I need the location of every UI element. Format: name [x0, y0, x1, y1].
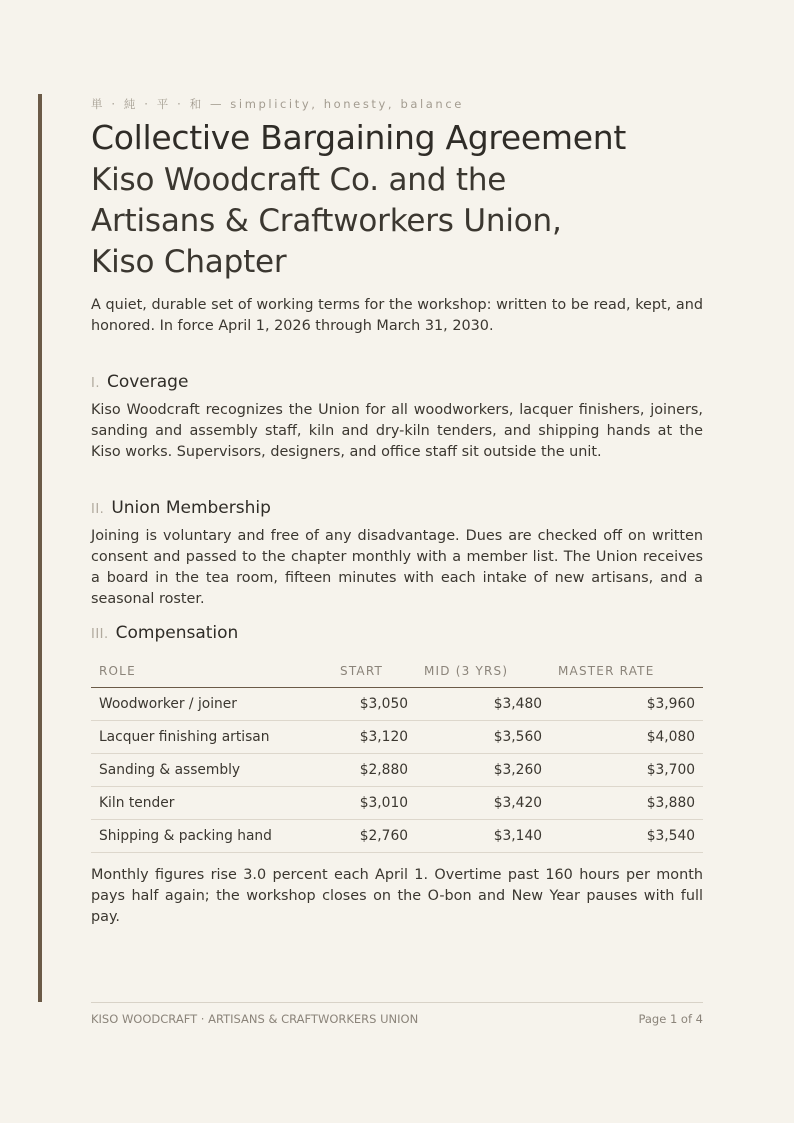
role-cell: Lacquer finishing artisan	[91, 721, 332, 754]
compensation-table	[91, 655, 703, 853]
motto: 単 · 純 · 平 · 和 — simplicity, honesty, balance	[91, 97, 464, 111]
start-cell: $2,760	[332, 820, 416, 853]
margin-accent-rule	[38, 94, 42, 1002]
subtitle-line: Kiso Chapter	[91, 244, 287, 280]
table-row	[91, 754, 703, 787]
subtitle-line: Artisans & Craftworkers Union,	[91, 203, 562, 239]
document-subtitle	[91, 160, 562, 283]
compensation-note: Monthly figures rise 3.0 percent each April 1. Overtime past 160 hours per month pays half again; the workshop closes on the O-bon and New Year pauses with full pay.	[91, 867, 703, 925]
mid-cell: $3,140	[416, 820, 550, 853]
column-header-mid: MID (3 YRS)	[416, 655, 550, 688]
master-rate-cell: $3,880	[550, 787, 703, 820]
page-number: Page 1 of 4	[638, 1012, 703, 1026]
section-number: I.	[91, 376, 100, 391]
master-rate-cell: $3,700	[550, 754, 703, 787]
master-rate-cell: $3,960	[550, 688, 703, 721]
section-heading-union-membership	[91, 498, 271, 518]
section-title: Coverage	[106, 372, 189, 392]
mid-cell: $3,420	[416, 787, 550, 820]
start-cell: $3,010	[332, 787, 416, 820]
role-cell: Shipping & packing hand	[91, 820, 332, 853]
section-number: III.	[91, 627, 109, 642]
start-cell: $2,880	[332, 754, 416, 787]
table-row	[91, 721, 703, 754]
section-heading-compensation	[91, 623, 238, 643]
column-header-role: ROLE	[91, 655, 332, 688]
section-title: Compensation	[115, 623, 239, 643]
master-rate-cell: $4,080	[550, 721, 703, 754]
document-title: Collective Bargaining Agreement	[91, 118, 627, 157]
table-row	[91, 787, 703, 820]
section-body-union-membership: Joining is voluntary and free of any disadvantage. Dues are checked off on written consent and passed to the chapter monthly with a member list. The Union receives a board in the tea room, fifteen minutes with each intake of new artisans, and a seasonal roster.	[91, 528, 703, 607]
mid-cell: $3,480	[416, 688, 550, 721]
start-cell: $3,120	[332, 721, 416, 754]
role-cell: Woodworker / joiner	[91, 688, 332, 721]
mid-cell: $3,560	[416, 721, 550, 754]
lede-paragraph: A quiet, durable set of working terms for the workshop: written to be read, kept, and honored. In force April 1, 2026 through March 31, 2030.	[91, 297, 703, 334]
table-row	[91, 820, 703, 853]
section-body-coverage: Kiso Woodcraft recognizes the Union for all woodworkers, lacquer finishers, joiners, sanding and assembly staff, kiln and dry-kiln tenders, and shipping hands at the Kiso works. Supervisors, designers, and office staff sit outside the unit.	[91, 402, 703, 460]
table-row	[91, 688, 703, 721]
subtitle-line: Kiso Woodcraft Co. and the	[91, 162, 507, 198]
mid-cell: $3,260	[416, 754, 550, 787]
footer-organization: KISO WOODCRAFT · ARTISANS & CRAFTWORKERS UNION	[91, 1012, 419, 1026]
table-header-row	[91, 655, 703, 688]
start-cell: $3,050	[332, 688, 416, 721]
role-cell: Kiln tender	[91, 787, 332, 820]
column-header-master-rate: MASTER RATE	[550, 655, 703, 688]
column-header-start: START	[332, 655, 416, 688]
footer-divider	[91, 1002, 703, 1003]
section-title: Union Membership	[111, 498, 271, 518]
section-heading-coverage	[91, 372, 188, 392]
master-rate-cell: $3,540	[550, 820, 703, 853]
role-cell: Sanding & assembly	[91, 754, 332, 787]
section-number: II.	[91, 502, 105, 517]
